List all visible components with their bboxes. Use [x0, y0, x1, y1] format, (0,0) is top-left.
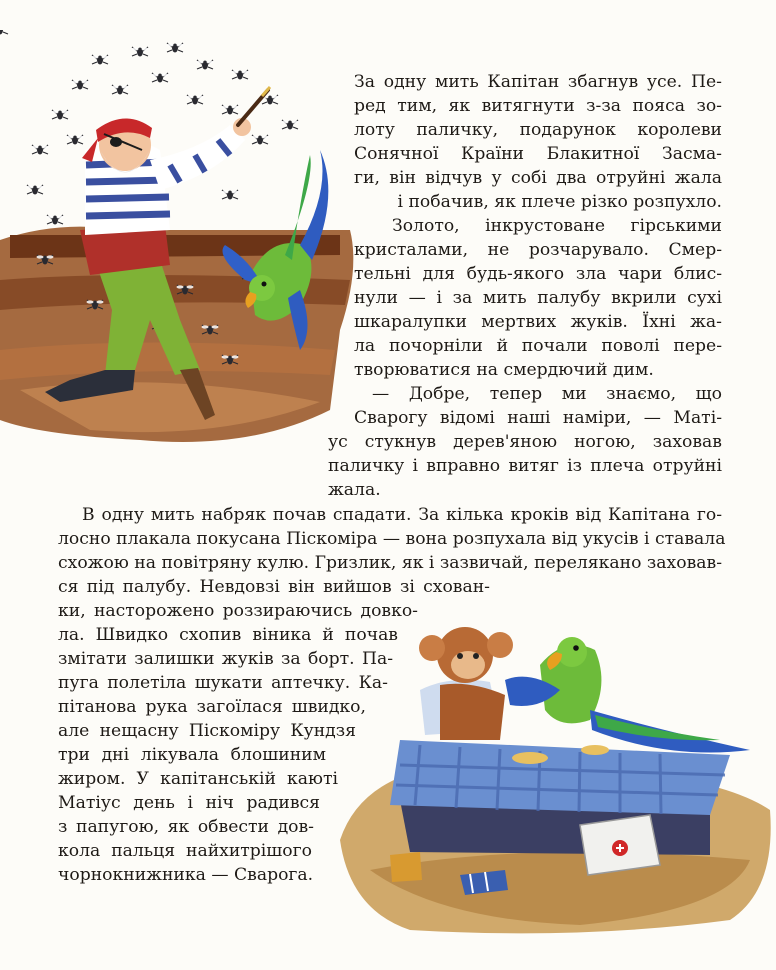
text-line: лосно плакала покусана Піскоміра — вона розпухала від укусів і ставала: [58, 529, 726, 549]
text-line: ги, він відчув у собі два отруйні жала: [354, 168, 722, 188]
text-line: шкаралупки мертвих жуків. Їхні жа-: [354, 312, 722, 332]
text-line: схожою на повітряну кулю. Гризлик, як і зазвичай, переляканo заховав-: [58, 553, 722, 573]
text-line: кристалами, не розчарувало. Смер-: [354, 240, 722, 260]
text-line: Золото, інкрустоване гірськими: [392, 216, 722, 236]
text-line: пуга полетіла шукати аптечку. Ка-: [58, 673, 388, 693]
text-line: три дні лікувала блошиним: [58, 745, 326, 765]
text-line: змітати залишки жуків за борт. Па-: [58, 649, 393, 669]
text-line: ла почорніли й почали поволі пере-: [354, 336, 722, 356]
text-line: кола пальця найхитрішого: [58, 841, 312, 861]
text-line: ус стукнув дерев'яною ногою, заховав: [328, 432, 722, 452]
text-line: В одну мить набряк почав спадати. За кілька кроків від Капітана го-: [82, 505, 722, 525]
text-line: ла. Швидко схопив віника й почав: [58, 625, 398, 645]
text-line: жиром. У капітанській каюті: [58, 769, 338, 789]
text-line: з папугою, як обвести дов-: [58, 817, 314, 837]
text-line: ки, настороженo роззираючись довко-: [58, 601, 418, 621]
text-line: лоту паличку, подарунок королеви: [354, 120, 722, 140]
text-line: творюватися на смердючий дим.: [354, 360, 654, 380]
text-line: — Добре, тепер ми знаємо, що: [372, 384, 722, 404]
text-line: паличку і вправно витяг із плеча отруйні: [328, 456, 722, 476]
text-line: і побачив, як плече різко розпухло.: [397, 192, 722, 212]
text-line: ся під палубу. Невдовзі він вийшов зі схован-: [58, 577, 490, 597]
text-line: нули — і за мить палубу вкрили сухі: [354, 288, 722, 308]
text-line: але нещасну Піскоміру Кундзя: [58, 721, 356, 741]
text-line: чорнокнижника — Сварога.: [58, 865, 314, 885]
text-line: Матіус день і ніч радився: [58, 793, 320, 813]
text-line: пітанова рука загоїлася швидко,: [58, 697, 366, 717]
text-line: ред тим, як витягнути з-за пояса зо-: [354, 96, 722, 116]
text-line: Сонячної Країни Блакитної Засма-: [354, 144, 722, 164]
text-line: Сварогу відомі наші наміри, — Маті-: [354, 408, 722, 428]
text-line: тельні для будь-якого зла чари блис-: [354, 264, 722, 284]
text-line: жала.: [328, 480, 381, 500]
text-line: За одну мить Капітан збагнув усе. Пе-: [354, 72, 722, 92]
pirate-captain-illustration: [0, 30, 360, 450]
